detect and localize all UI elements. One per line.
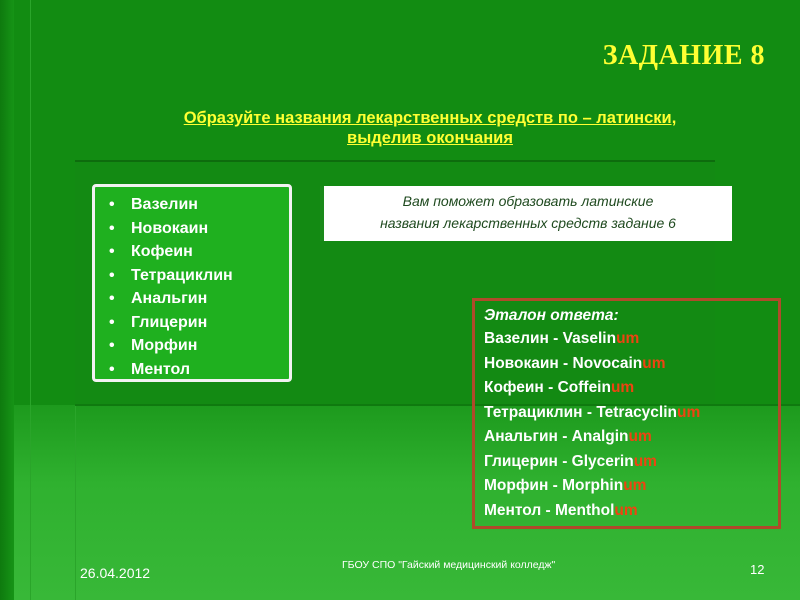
hint-line: Вам поможет образовать латинские [402, 193, 654, 209]
answer-row [484, 327, 778, 352]
background-left-edge [0, 0, 14, 600]
list-item [109, 287, 289, 311]
drug-name: Кофеин [131, 243, 193, 260]
answer-latin-ending: um [633, 452, 657, 470]
bullet-icon: • [109, 290, 115, 307]
drug-name: Тетрациклин [131, 266, 233, 284]
footer-date: 26.04.2012 [80, 565, 151, 581]
list-item [109, 264, 289, 288]
bullet-icon: • [109, 219, 115, 237]
answer-row [484, 499, 778, 524]
answer-russian: Глицерин - [484, 452, 572, 470]
answer-latin-ending: um [623, 477, 647, 494]
bullet-icon: • [109, 266, 115, 284]
drug-name: Ментол [131, 360, 191, 378]
list-item [109, 217, 289, 241]
answer-key-box [472, 298, 781, 529]
answer-row [484, 401, 778, 426]
answer-russian: Анальгин - [484, 428, 572, 445]
list-item [109, 311, 289, 335]
answer-russian: Морфин - [484, 477, 563, 494]
answer-latin-stem: Morphin [562, 477, 624, 494]
answer-latin-stem: Vaselin [562, 330, 617, 347]
drug-names-list [95, 187, 289, 381]
answer-latin-stem: Tetracyclin [596, 403, 678, 421]
list-item [109, 358, 289, 382]
answer-latin-ending: um [614, 501, 638, 519]
task-instruction [90, 108, 770, 148]
answer-russian: Кофеин - [484, 379, 558, 396]
bullet-icon: • [109, 360, 115, 378]
answer-latin-ending: um [628, 428, 652, 445]
list-item [109, 240, 289, 264]
answer-russian: Новокаин - [484, 354, 573, 372]
task-instruction-line: Образуйте названия лекарственных средств по – латински, [183, 109, 677, 127]
answer-russian: Вазелин - [484, 330, 563, 347]
answer-latin-ending: um [610, 379, 635, 396]
answer-latin-stem: Menthol [554, 501, 615, 519]
decor-vertical-line [30, 0, 31, 600]
footer-organization: ГБОУ СПО "Гайский медицинский колледж" [342, 559, 556, 571]
decor-vertical-line [75, 405, 76, 600]
answer-latin-stem: Glycerin [571, 452, 634, 470]
slide-title: ЗАДАНИЕ 8 [602, 40, 765, 71]
answer-latin-stem: Novocain [572, 354, 643, 372]
task-instruction-line: выделив окончания [347, 129, 513, 147]
answer-row [484, 376, 778, 401]
drug-name: Анальгин [131, 290, 208, 307]
answer-key-heading: Эталон ответа: [484, 307, 619, 324]
page-number: 12 [750, 562, 765, 577]
hint-line: названия лекарственных средств задание 6 [380, 215, 676, 231]
answer-row [484, 352, 778, 377]
drug-name: Морфин [131, 337, 198, 354]
answer-row [484, 450, 778, 475]
hint-box [320, 186, 732, 241]
bullet-icon: • [109, 313, 115, 331]
drug-name: Глицерин [131, 313, 208, 331]
answer-latin-ending: um [616, 330, 640, 347]
answer-row [484, 474, 778, 499]
bullet-icon: • [109, 337, 115, 354]
decor-horizontal-line [75, 160, 715, 162]
answer-latin-stem: Analgin [571, 428, 629, 445]
list-item [109, 193, 289, 217]
answer-row [484, 425, 778, 450]
answer-latin-stem: Coffein [557, 379, 611, 396]
answer-latin-ending: um [677, 403, 701, 421]
bullet-icon: • [109, 243, 115, 260]
answer-latin-ending: um [642, 354, 666, 372]
bullet-icon: • [109, 196, 115, 213]
drug-name: Вазелин [131, 196, 198, 213]
answer-russian: Ментол - [484, 501, 555, 519]
list-item [109, 334, 289, 358]
drug-name: Новокаин [131, 219, 209, 237]
drug-names-box [92, 184, 292, 382]
answer-russian: Тетрациклин - [484, 403, 597, 421]
